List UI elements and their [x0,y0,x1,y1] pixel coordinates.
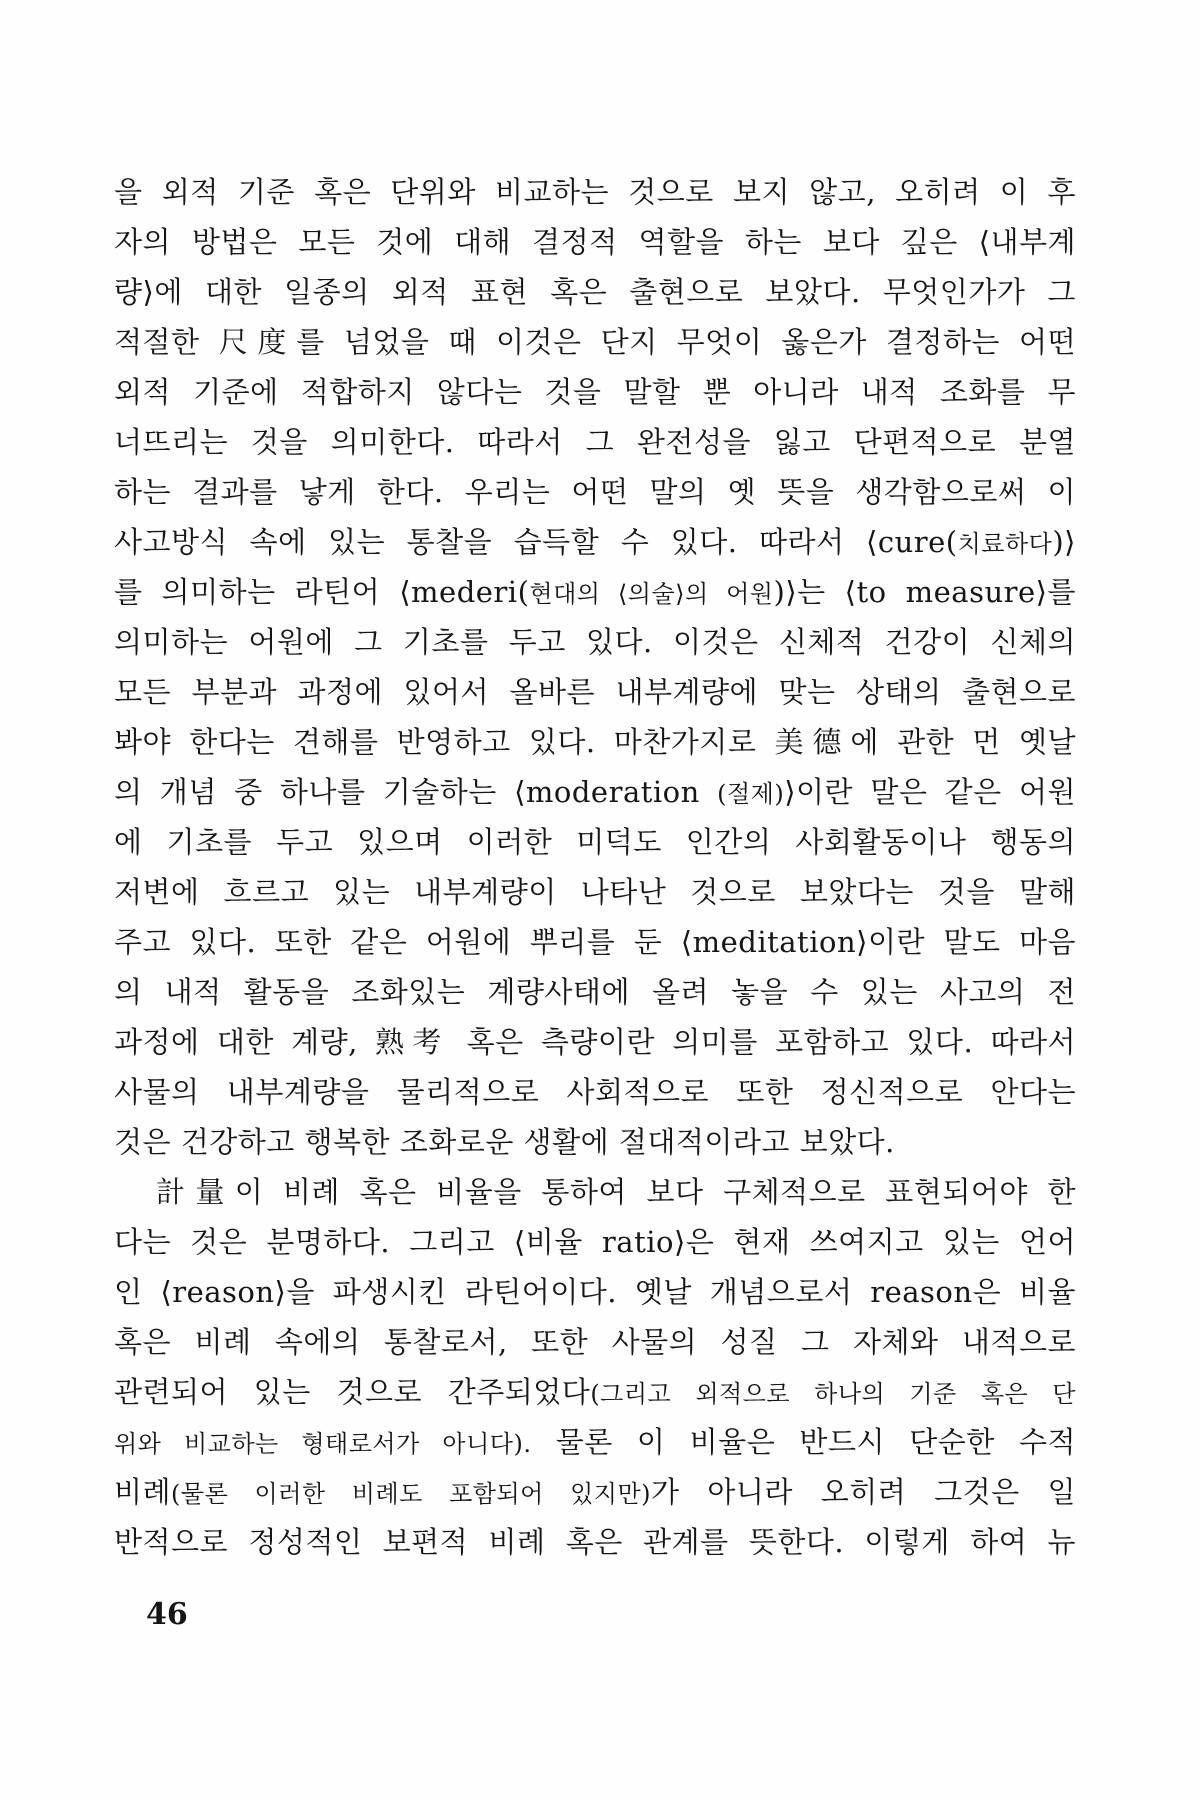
body-text-segment: 사물의 내부계량을 물리적으로 사회적으로 또한 정신적으로 안다는 [114,1075,1076,1109]
body-text-segment: 반적으로 정성적인 보편적 비례 혹은 관계를 뜻한다. 이렇게 하여 뉴 [114,1525,1076,1559]
body-text-segment: )⟩ [1052,525,1076,559]
text-line [114,1417,1076,1467]
text-line [114,567,1076,617]
body-text-segment: 관련되어 있는 것으로 간주되었다 [114,1375,591,1409]
text-line [114,367,1076,417]
text-line [114,767,1076,817]
text-line [114,467,1076,517]
text-line [114,817,1076,867]
body-text-segment: )⟩는 ⟨to measure⟩를 [773,575,1076,609]
body-text [114,167,1076,1567]
annotation-text: 위와 비교하는 형태로서가 아니다). [114,1430,532,1458]
body-text-segment: 을 외적 기준 혹은 단위와 비교하는 것으로 보지 않고, 오히려 이 후 [114,175,1076,209]
text-line [114,1267,1076,1317]
annotation-text: 치료하다 [957,530,1053,558]
text-line [114,1317,1076,1367]
text-line [114,1367,1076,1417]
text-line [114,167,1076,217]
body-text-segment: 량⟩에 대한 일종의 외적 표현 혹은 출현으로 보았다. 무엇인가가 그 [114,275,1076,309]
text-line [114,1467,1076,1517]
body-text-segment: 것은 건강하고 행복한 조화로운 생활에 절대적이라고 보았다. [114,1125,895,1159]
body-text-segment: 과정에 대한 계량, 熟考 혹은 측량이란 의미를 포함하고 있다. 따라서 [114,1025,1076,1059]
body-text-segment: 비례 [114,1475,172,1509]
text-line [114,1017,1076,1067]
text-line [114,517,1076,567]
annotation-text: (그리고 외적으로 하나의 기준 혹은 단 [590,1380,1076,1408]
text-line [114,317,1076,367]
text-line [114,667,1076,717]
body-text-segment: 저변에 흐르고 있는 내부계량이 나타난 것으로 보았다는 것을 말해 [114,875,1076,909]
body-text-segment: 주고 있다. 또한 같은 어원에 뿌리를 둔 ⟨meditation⟩이란 말도 마음 [114,925,1076,959]
text-line [114,217,1076,267]
annotation-text: 현대의 ⟨의술⟩의 어원 [529,580,774,608]
text-line [114,617,1076,667]
text-line [114,967,1076,1017]
annotation-text: (물론 이러한 비례도 포함되어 있지만) [171,1480,651,1508]
body-text-segment: 의 개념 중 하나를 기술하는 ⟨moderation [114,775,718,809]
body-text-segment: 적절한 尺度를 넘었을 때 이것은 단지 무엇이 옳은가 결정하는 어떤 [114,325,1076,359]
body-text-segment: 의 내적 활동을 조화있는 계량사태에 올려 놓을 수 있는 사고의 전 [114,975,1076,1009]
body-text-segment: 인 ⟨reason⟩을 파생시킨 라틴어이다. 옛날 개념으로서 reason은 비율 [114,1275,1076,1309]
body-text-segment: 에 기초를 두고 있으며 이러한 미덕도 인간의 사회활동이나 행동의 [114,825,1076,859]
body-text-segment: 가 아니라 오히려 그것은 일 [651,1475,1076,1509]
body-text-segment: 봐야 한다는 견해를 반영하고 있다. 마찬가지로 美德에 관한 먼 옛날 [114,725,1076,759]
body-text-segment: ⟩이란 말은 같은 어원 [784,775,1076,809]
text-line [114,1217,1076,1267]
text-line [114,1117,1076,1167]
text-line [114,1167,1076,1217]
body-text-segment: 다는 것은 분명하다. 그리고 ⟨비율 ratio⟩은 현재 쓰여지고 있는 언어 [114,1225,1076,1259]
body-text-segment: 를 의미하는 라틴어 ⟨mederi( [114,575,530,609]
text-line [114,417,1076,467]
text-line [114,917,1076,967]
text-line [114,1067,1076,1117]
text-line [114,267,1076,317]
body-text-segment: 하는 결과를 낳게 한다. 우리는 어떤 말의 옛 뜻을 생각함으로써 이 [114,475,1076,509]
page-number: 46 [146,1597,188,1632]
body-text-segment: 너뜨리는 것을 의미한다. 따라서 그 완전성을 잃고 단편적으로 분열 [114,425,1076,459]
body-text-segment: 외적 기준에 적합하지 않다는 것을 말할 뿐 아니라 내적 조화를 무 [114,375,1076,409]
body-text-segment: 자의 방법은 모든 것에 대해 결정적 역할을 하는 보다 깊은 ⟨내부계 [114,225,1076,259]
body-text-segment: 모든 부분과 과정에 있어서 올바른 내부계량에 맞는 상태의 출현으로 [114,675,1076,709]
body-text-segment: 사고방식 속에 있는 통찰을 습득할 수 있다. 따라서 ⟨cure( [114,525,958,559]
body-text-segment: 計量이 비례 혹은 비율을 통하여 보다 구체적으로 표현되어야 한 [156,1175,1076,1209]
body-text-segment: 물론 이 비율은 반드시 단순한 수적 [531,1425,1076,1459]
text-line [114,717,1076,767]
text-line [114,867,1076,917]
text-line [114,1517,1076,1567]
annotation-text: (절제) [717,780,785,808]
body-text-segment: 혹은 비례 속에의 통찰로서, 또한 사물의 성질 그 자체와 내적으로 [114,1325,1076,1359]
body-text-segment: 의미하는 어원에 그 기초를 두고 있다. 이것은 신체적 건강이 신체의 [114,625,1076,659]
